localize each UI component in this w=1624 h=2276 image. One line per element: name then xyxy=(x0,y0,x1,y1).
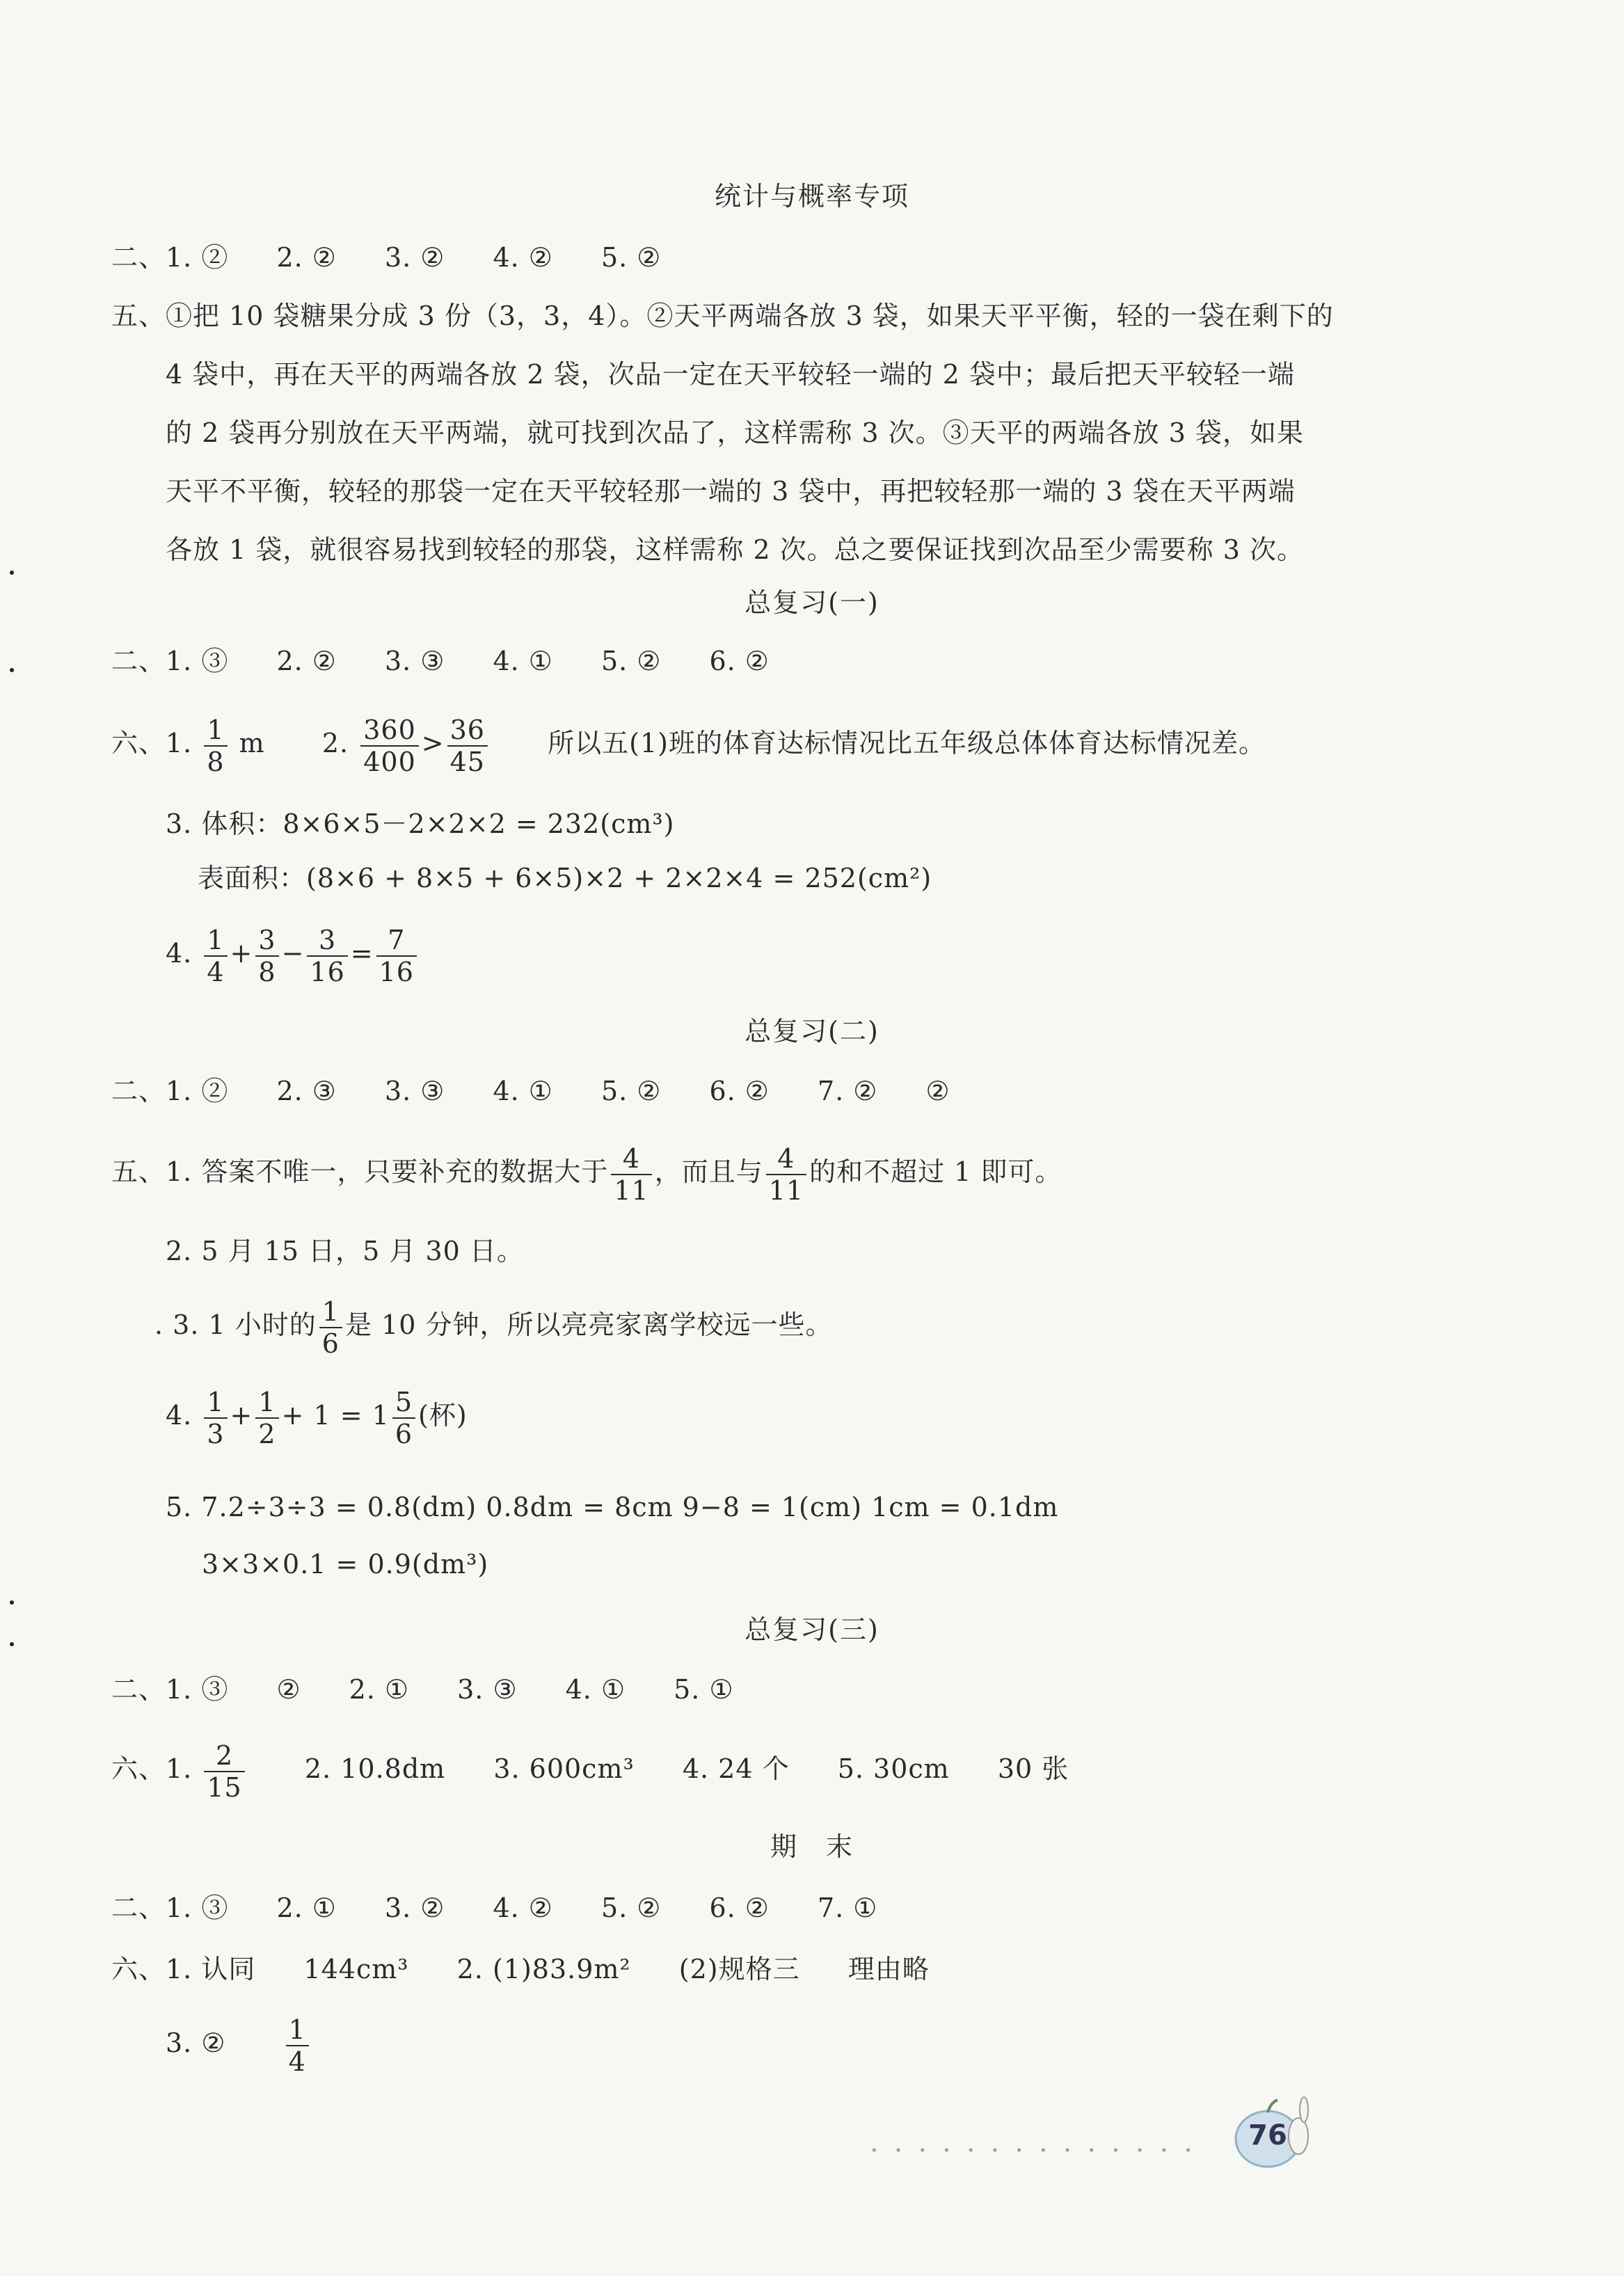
answer-item: 7. ① xyxy=(817,1893,878,1923)
answer-item: 6. ② xyxy=(709,1076,770,1106)
answer-item: 二、1. ③ xyxy=(111,1674,229,1705)
section-title: 总复习(三) xyxy=(745,1614,879,1645)
operator: + xyxy=(230,938,253,969)
answer-item: 理由略 xyxy=(847,1954,930,1984)
fraction: $\frac{1}{4}$ xyxy=(204,925,227,987)
answer-line: 5. 7.2÷3÷3 = 0.8(dm) 0.8dm = 8cm 9−8 = 1(cm) 1cm = 0.1dm xyxy=(166,1492,1059,1522)
answer-item: 4. ① xyxy=(493,1076,553,1106)
answer-text: 所以五(1)班的体育达标情况比五年级总体体育达标情况差。 xyxy=(548,728,1266,758)
item-prefix: 4. xyxy=(166,1400,193,1431)
operator: = xyxy=(350,938,374,969)
section-title: 统计与概率专项 xyxy=(714,181,909,212)
scan-speck xyxy=(10,1642,14,1646)
answer-line: 3×3×0.1 = 0.9(dm³) xyxy=(202,1549,489,1579)
item-prefix: 4. xyxy=(166,938,193,969)
answer-item: 5. ② xyxy=(600,1076,662,1106)
scan-speck xyxy=(10,668,14,672)
fraction: $\frac{4}{11}$ xyxy=(611,1143,651,1206)
answer-item: 30 张 xyxy=(997,1753,1069,1784)
answer-text: . 3. 1 小时的 xyxy=(154,1310,317,1340)
paragraph-line: 各放 1 袋，就很容易找到较轻的那袋，这样需称 2 次。总之要保证找到次品至少需要称 3 次。 xyxy=(166,534,1305,565)
answer-item: 144cm³ xyxy=(303,1954,409,1984)
fraction: $\frac{3}{16}$ xyxy=(307,925,347,987)
answer-item: 6. ② xyxy=(709,1893,770,1923)
fraction: $\frac{36}{45}$ xyxy=(447,715,488,777)
answer-text: 的和不超过 1 即可。 xyxy=(809,1156,1062,1187)
answer-item: 2. ① xyxy=(349,1674,410,1705)
answer-item: 3. 600cm³ xyxy=(493,1753,635,1784)
answer-item: 2. (1)83.9m² xyxy=(456,1954,631,1984)
answer-item: 二、1. ③ xyxy=(111,646,229,676)
answer-item: 2. ③ xyxy=(276,1076,337,1106)
answer-item: 4. ① xyxy=(565,1674,626,1705)
answer-row xyxy=(111,1952,930,1986)
paragraph-line: 五、①把 10 袋糖果分成 3 份（3，3，4）。②天平两端各放 3 袋，如果天平平衡，轻的一袋在剩下的 xyxy=(111,301,1334,331)
answer-item: 2. ① xyxy=(276,1893,337,1923)
answer-row xyxy=(111,241,661,274)
answer-item: 二、1. ② xyxy=(111,242,229,273)
answer-row xyxy=(154,1291,832,1359)
fraction: $\frac{1}{8}$ xyxy=(204,715,227,777)
section-title: 期 末 xyxy=(770,1831,854,1862)
fraction: $\frac{1}{3}$ xyxy=(204,1387,227,1449)
answer-item: 3. ② xyxy=(384,242,445,273)
answer-row xyxy=(111,1673,734,1706)
fraction: $\frac{1}{4}$ xyxy=(286,2014,309,2077)
paragraph-line: 天平不平衡，较轻的那袋一定在天平较轻那一端的 3 袋中，再把较轻那一端的 3 袋在天平两端 xyxy=(166,476,1296,507)
section-title: 总复习(一) xyxy=(745,587,879,618)
answer-row xyxy=(111,1138,1062,1206)
answer-line: 2. 5 月 15 日，5 月 30 日。 xyxy=(166,1236,524,1266)
item-prefix: 六、1. xyxy=(111,1753,193,1784)
section-title: 总复习(二) xyxy=(745,1016,879,1047)
answer-item: 4. ② xyxy=(493,242,553,273)
item-prefix: 2. xyxy=(321,728,349,758)
answer-item: 5. 30cm xyxy=(837,1753,950,1784)
answer-item: 4. ① xyxy=(493,646,553,676)
fraction: $\frac{1}{2}$ xyxy=(255,1387,278,1449)
item-prefix: 六、1. xyxy=(111,728,193,758)
answer-item: 3. ③ xyxy=(457,1674,518,1705)
answer-item: 5. ② xyxy=(600,242,662,273)
answer-item: 二、1. ③ xyxy=(111,1893,229,1923)
answer-item: ② xyxy=(276,1674,301,1705)
answer-item: 2. ② xyxy=(276,646,337,676)
fraction: $\frac{1}{6}$ xyxy=(319,1296,342,1359)
answer-item: 4. ② xyxy=(493,1893,553,1923)
answer-row xyxy=(166,920,420,987)
operator: + xyxy=(230,1400,253,1431)
answer-item: 5. ② xyxy=(600,1893,662,1923)
answer-item: 3. ② xyxy=(384,1893,445,1923)
fraction: $\frac{7}{16}$ xyxy=(376,925,417,987)
answer-text: ，而且与 xyxy=(654,1156,763,1187)
answer-text: 是 10 分钟，所以亮亮家离学校远一些。 xyxy=(344,1310,833,1340)
answer-item: 5. ② xyxy=(600,646,662,676)
answer-item: 3. ③ xyxy=(384,1076,445,1106)
unit: (杯) xyxy=(418,1400,468,1431)
answer-row xyxy=(166,2010,312,2077)
answer-row xyxy=(111,1891,877,1925)
answer-row xyxy=(111,710,1266,777)
page-number: 76 xyxy=(1248,2119,1287,2151)
answer-item: 7. ② xyxy=(817,1076,878,1106)
fraction: $\frac{2}{15}$ xyxy=(204,1740,244,1803)
scan-speck xyxy=(10,1600,14,1605)
footer-dots: ·············· xyxy=(870,2135,1209,2167)
unit: m xyxy=(239,728,265,758)
fraction: $\frac{3}{8}$ xyxy=(255,925,278,987)
operator: > xyxy=(421,728,445,758)
answer-row xyxy=(111,1735,1069,1803)
answer-text: 五、1. 答案不唯一，只要补充的数据大于 xyxy=(111,1156,609,1187)
fraction: $\frac{360}{400}$ xyxy=(360,715,419,777)
operator: − xyxy=(281,938,305,969)
fraction: $\frac{5}{6}$ xyxy=(392,1387,415,1449)
answer-line: 3. 体积：8×6×5－2×2×2 = 232(cm³) xyxy=(166,809,675,839)
answer-line: 表面积：(8×6 + 8×5 + 6×5)×2 + 2×2×4 = 252(cm²) xyxy=(198,863,932,893)
answer-item: 六、1. 认同 xyxy=(111,1954,256,1984)
scan-speck xyxy=(10,571,14,575)
answer-item: 二、1. ② xyxy=(111,1076,229,1106)
answer-item: (2)规格三 xyxy=(678,1954,800,1984)
answer-item: 6. ② xyxy=(709,646,770,676)
answer-item: 4. 24 个 xyxy=(682,1753,790,1784)
answer-item: 5. ① xyxy=(674,1674,734,1705)
item-prefix: 3. ② xyxy=(166,2028,226,2058)
page-number-badge xyxy=(1232,2096,1315,2172)
answer-item: ② xyxy=(925,1076,950,1106)
answer-row xyxy=(111,1074,950,1108)
answer-text: + 1 = 1 xyxy=(281,1400,390,1431)
fraction: $\frac{4}{11}$ xyxy=(766,1143,806,1206)
answer-item: 3. ③ xyxy=(384,646,445,676)
answer-item: 2. 10.8dm xyxy=(304,1753,446,1784)
paragraph-line: 的 2 袋再分别放在天平两端，就可找到次品了，这样需称 3 次。③天平的两端各放 3 袋，如果 xyxy=(166,417,1305,448)
answer-row xyxy=(111,644,770,678)
answer-row xyxy=(166,1382,468,1449)
paragraph-line: 4 袋中，再在天平的两端各放 2 袋，次品一定在天平较轻一端的 2 袋中；最后把天平较轻一端 xyxy=(166,359,1295,390)
answer-item: 2. ② xyxy=(276,242,337,273)
